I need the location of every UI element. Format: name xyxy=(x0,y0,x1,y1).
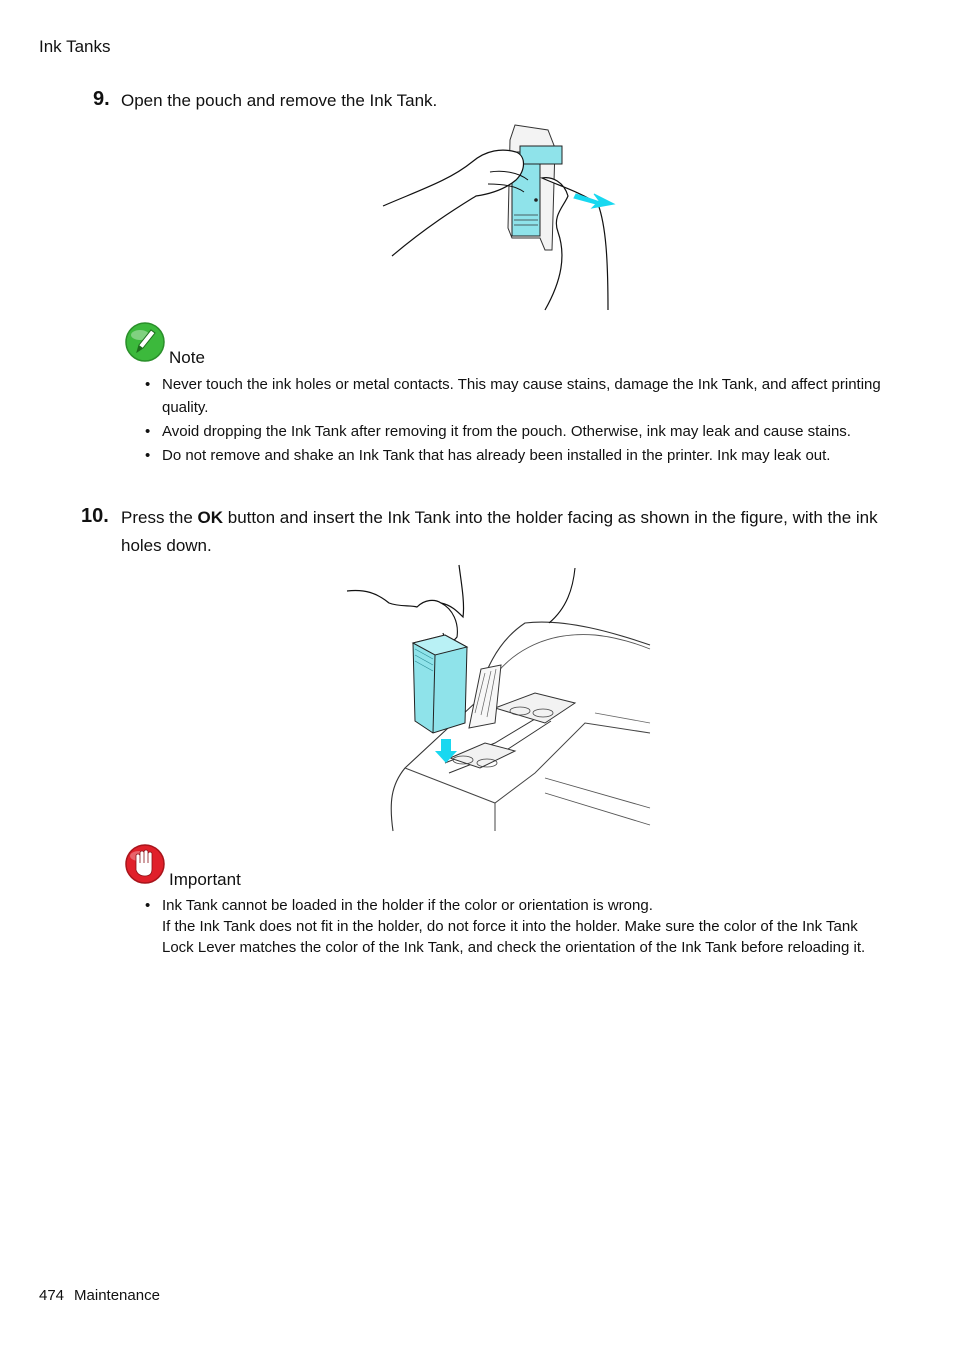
footer-section: Maintenance xyxy=(74,1287,160,1304)
page-number: 474 xyxy=(39,1287,65,1304)
step-9-text: Open the pouch and remove the Ink Tank. xyxy=(121,91,438,110)
list-item: • Do not remove and shake an Ink Tank that has already been installed in the printer. Ink may leak out. xyxy=(145,447,831,464)
page-header: Ink Tanks xyxy=(39,37,111,56)
list-item: • Avoid dropping the Ink Tank after removing it from the pouch. Otherwise, ink may leak and cause stains. xyxy=(145,423,851,440)
note-list xyxy=(145,373,885,468)
note-title: Note xyxy=(169,348,205,367)
list-item: • Never touch the ink holes or metal contacts. This may cause stains, damage the Ink Tank, and affect printing quality. xyxy=(145,376,881,416)
hand-stop-icon xyxy=(124,843,166,885)
figure-remove-ink-tank xyxy=(380,120,620,315)
step-10-text: Press the OK button and insert the Ink Tank into the holder facing as shown in the figure, with the ink holes down. xyxy=(121,508,878,555)
step-10-number: 10. xyxy=(81,505,109,527)
important-title: Important xyxy=(169,870,241,889)
pencil-icon xyxy=(124,321,166,363)
figure-insert-ink-tank xyxy=(345,563,655,835)
list-item: • Ink Tank cannot be loaded in the holder if the color or orientation is wrong. If the Ink Tank does not fit in the holder, do not force it into the holder. Make sure the color of the Ink Tank Lock Lever matches the color of the Ink Tank, and check the orientation of the Ink Tank before reloading it. xyxy=(145,897,866,956)
step-9-number: 9. xyxy=(93,88,110,110)
important-list xyxy=(145,895,885,958)
page-footer xyxy=(39,1287,160,1304)
